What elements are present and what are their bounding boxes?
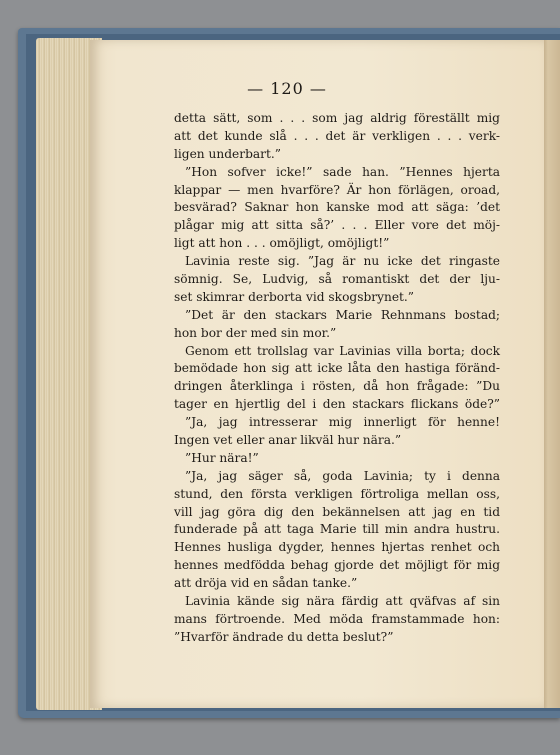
text-line: ligen underbart.” [174,146,281,161]
text-line: dringen återklinga i rösten, då hon frågade: ”Du [174,379,500,394]
text-line: funderade på att taga Marie till min andra hustru. [174,522,500,537]
text-line: hon bor der med sin mor.” [174,325,337,340]
text-line: ”Ja, jag intresserar mig innerligt för henne! [185,415,500,430]
page-body-text [174,110,500,647]
text-line: bemödade hon sig att icke låta den hastiga föränd- [174,361,500,376]
text-line: ”Det är den stackars Marie Rehnmans bostad; [185,307,500,322]
text-line: att det kunde slå . . . det är verkligen . . . verk- [174,128,500,143]
text-line: vill jag göra dig den bekännelsen att jag en tid [174,504,500,519]
text-line: mans förtroende. Med möda framstammade hon: [174,611,500,626]
text-line: ”Hvarför ändrade du detta beslut?” [174,629,394,644]
text-line: hennes medfödda behag gjorde det möjligt för mig [174,558,500,573]
page-number-text: — 120 — [247,79,327,98]
text-line: set skimrar derborta vid skogsbrynet.” [174,289,415,304]
page-number [0,79,560,98]
text-line: ”Ja, jag säger så, goda Lavinia; ty i denna [185,468,500,483]
text-line: detta sätt, som . . . som jag aldrig föreställt mig [174,111,500,125]
text-line: Hennes husliga dygder, hennes hjertas renhet och [174,540,500,555]
text-line: Ingen vet eller anar likväl hur nära.” [174,433,402,448]
text-line: ligt att hon . . . omöjligt, omöjligt!” [174,236,390,251]
text-line: klappar — men hvarföre? Är hon förlägen, oroad, [174,182,500,197]
text-line: Genom ett trollslag var Lavinias villa borta; dock [185,343,500,358]
text-line: tager en hjertlig del i den stackars flickans öde?” [174,397,500,412]
text-line: ”Hon sofver icke!” sade han. ”Hennes hjerta [185,164,500,179]
text-line: Lavinia reste sig. ”Jag är nu icke det ringaste [185,254,500,269]
text-line: stund, den första verkligen förtroliga mellan oss, [174,486,500,501]
text-line: Lavinia kände sig nära färdig att qväfvas af sin [185,594,500,609]
text-line: besvärad? Saknar hon kanske mod att säga: ’det [174,200,500,215]
text-line: att dröja vid en sådan tanke.” [174,576,358,591]
text-line: sömnig. Se, Ludvig, så romantiskt det der lju- [174,272,500,287]
text-line: ”Hur nära!” [185,450,259,465]
text-line: plågar mig att sitta så?’ . . . Eller vore det möj- [174,218,500,233]
